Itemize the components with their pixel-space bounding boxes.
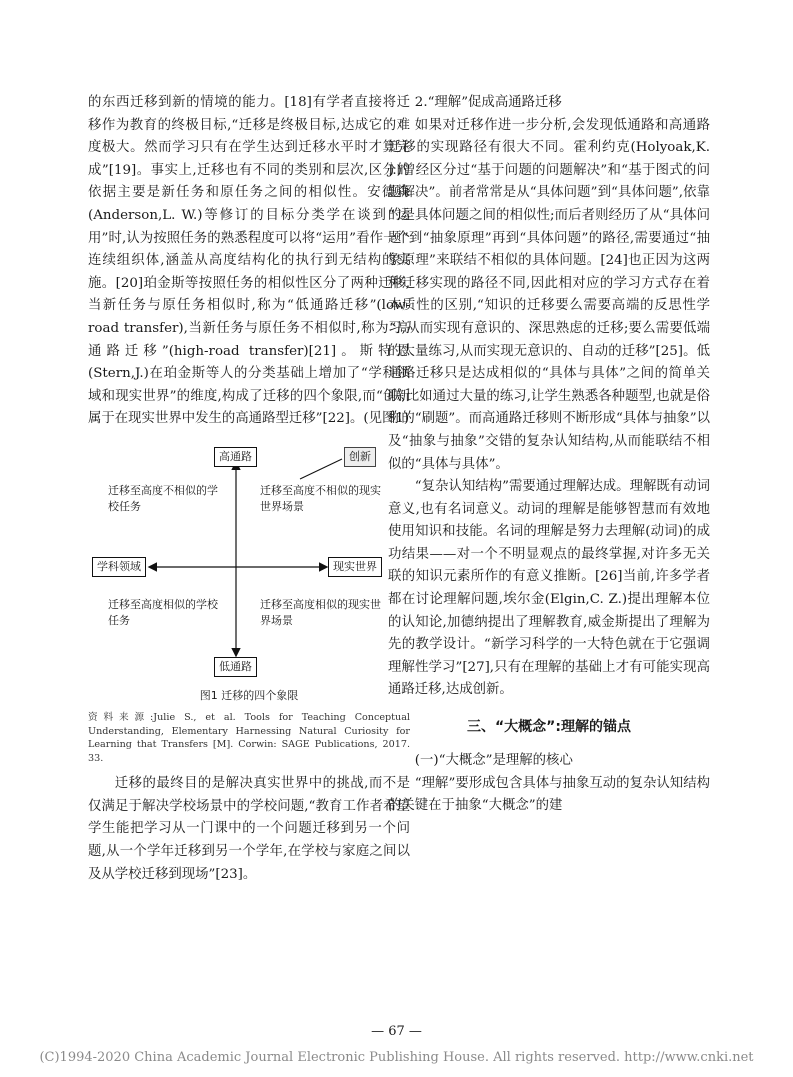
left-paragraph-2: 迁移的最终目的是解决真实世界中的挑战,而不是仅满足于解决学校场景中的学校问题,“教育工作者希望学生能把学习从一门课中的一个问题迁移到另一个问题,从一个学年迁移到另一个学年,在学校与家庭之间以及从学校迁移到现场”[23]。 <box>88 776 410 882</box>
page-number: — 67 — <box>371 1024 422 1039</box>
innovation-label: 创新 <box>344 447 376 467</box>
quadrant-bottom-right: 迁移至高度相似的现实世界场景 <box>260 597 381 627</box>
quadrant-bottom-left: 迁移至高度相似的学校任务 <box>108 597 218 627</box>
figure-caption: 图1 迁移的四个象限 <box>199 688 299 702</box>
quadrant-top-left: 迁移至高度不相似的学校任务 <box>108 483 218 513</box>
right-column <box>388 92 710 818</box>
real-world-label: 现实世界 <box>328 557 382 577</box>
right-paragraph-3: “理解”要形成包含具体与抽象互动的复杂认知结构的关键在于抽象“大概念”的建 <box>388 775 710 814</box>
subject-domain-label: 学科领域 <box>92 557 146 577</box>
right-paragraph-2: “复杂认知结构”需要通过理解达成。理解既有动词意义,也有名词意义。动词的理解是能够智慧而有效地使用知识和技能。名词的理解是努力去理解(动词)的成功结果——对一个不明显观点的最终掌握,对许多无关联的知识元素所作的有意义推断。[26]当前,许多学者都在讨论理解问题,埃尔金(Elgin,C. Z.)提出理解本位的认知论,加德纳提出了理解教育,威金斯提出了理解为先的教学设计。“新学习科学的一大特色就在于它强调理解性学习”[27],只有在理解的基础上才有可能实现高通路迁移,达成创新。 <box>388 479 710 698</box>
high-road-label: 高通路 <box>214 447 257 467</box>
left-paragraph-1: 的东西迁移到新的情境的能力。[18]有学者直接将迁移作为教育的终极目标,“迁移是终极目标,达成它的难度极大。然而学习只有在学生达到迁移水平时才算完成”[19]。事实上,迁移也有不同的类别和层次,区分的依据主要是新任务和原任务之间的相似性。安德森(Anderson,L. W.)等修订的目标分类学在谈到“运用”时,认为按照任务的熟悉程度可以将“运用”看作一个连续组织体,涵盖从高度结构化的执行到无结构的实施。[20]珀金斯等按照任务的相似性区分了两种迁移,当新任务与原任务相似时,称为“低通路迁移”(low-road transfer),当新任务与原任务不相似时,称为“高通路迁移”(high-road transfer)[21]。斯特恩(Stern,J.)在珀金斯等人的分类基础上增加了“学科领域和现实世界”的维度,构成了迁移的四个象限,而“创新属于在现实世界中发生的高通路型迁移”[22]。(见图1) <box>88 95 410 427</box>
figure-source-note: 资料来源:Julie S., et al. Tools for Teaching Conceptual Understanding, Elementary Harnessing Natural Curiosity for Learning that Transfers [M]. Corwin: SAGE Publications, 2017. 33. <box>88 711 410 764</box>
left-column <box>88 92 410 886</box>
section-heading-3: 三、“大概念”:理解的锚点 <box>466 719 631 736</box>
copyright-footer: (C)1994-2020 China Academic Journal Electronic Publishing House. All rights reserved. http://www.cnki.net <box>39 1050 754 1065</box>
innovation-pointer-line <box>300 459 342 479</box>
quadrant-top-right: 迁移至高度不相似的现实世界场景 <box>260 483 381 513</box>
subsection-heading-1: (一)“大概念”是理解的核心 <box>414 753 573 769</box>
right-paragraph-1: 如果对迁移作进一步分析,会发现低通路和高通路迁移的实现路径有很大不同。霍利约克(Holyoak,K. J.)曾经区分过“基于问题的问题解决”和“基于图式的问题解决”。前者常常是从“具体问题”到“具体问题”,依靠的是具体问题之间的相似性;而后者则经历了从“具体问题”到“抽象原理”再到“具体问题”的路径,需要通过“抽象原理”来联结不相似的具体问题。[24]也正因为这两种迁移实现的路径不同,因此相对应的学习方式存在着本质性的区别,“知识的迁移要么需要高端的反思性学习,从而实现有意识的、深思熟虑的迁移;要么需要低端的大量练习,从而实现无意识的、自动的迁移”[25]。低通路迁移只是达成相似的“具体与具体”之间的简单关联,比如通过大量的练习,让学生熟悉各种题型,也就是俗称的“刷题”。而高通路迁移则不断形成“具体与抽象”以及“抽象与抽象”交错的复杂认知结构,从而能联结不相似的“具体与具体”。 <box>388 117 710 472</box>
low-road-label: 低通路 <box>214 657 257 677</box>
subsection-heading-2: 2.“理解”促成高通路迁移 <box>414 95 562 110</box>
figure-transfer-quadrants <box>88 445 410 681</box>
